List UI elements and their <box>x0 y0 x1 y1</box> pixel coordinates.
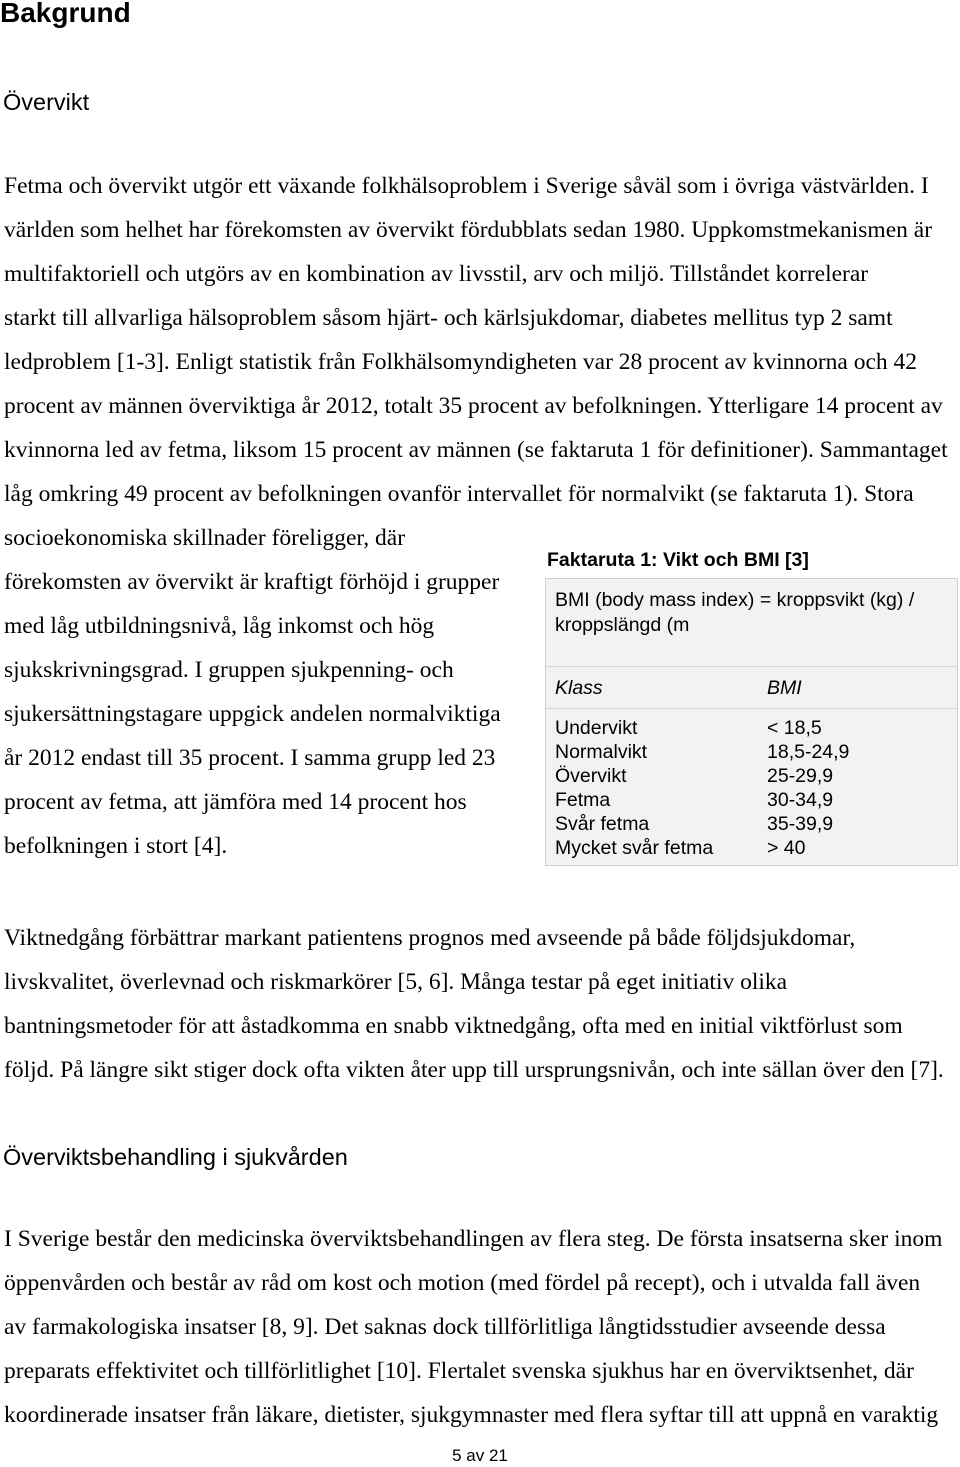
factbox-title: Faktaruta 1: Vikt och BMI [3] <box>547 549 809 571</box>
paragraph-behandling <box>4 1217 942 1437</box>
paragraph-line: preparats effektivitet och tillförlitlighet [10]. Flertalet svenska sjukhus har en överviktsenhet, där <box>4 1358 914 1384</box>
page-number: 5 av 21 <box>452 1446 508 1465</box>
paragraph-line: sjukskrivningsgrad. I gruppen sjukpenning- och <box>4 657 454 683</box>
table-row <box>555 716 957 740</box>
paragraph-line: kvinnorna led av fetma, liksom 15 procent av männen (se faktaruta 1 för definitioner). Sammantaget <box>4 437 948 463</box>
row-class: Fetma <box>555 789 611 811</box>
paragraph-line: multifaktoriell och utgörs av en kombination av livsstil, arv och miljö. Tillståndet korrelerar <box>4 261 869 287</box>
paragraph-line: I Sverige består den medicinska överviktsbehandlingen av flera steg. De första insatserna sker inom <box>4 1226 943 1252</box>
row-bmi: 35-39,9 <box>767 813 834 835</box>
row-bmi: < 18,5 <box>767 717 822 739</box>
formula-line: BMI (body mass index) = kroppsvikt (kg) / <box>555 589 915 611</box>
row-class: Mycket svår fetma <box>555 837 714 859</box>
paragraph-line: socioekonomiska skillnader föreligger, där <box>4 525 406 551</box>
paragraph-line: befolkningen i stort [4]. <box>4 833 228 859</box>
paragraph-line: med låg utbildningsnivå, låg inkomst och hög <box>4 613 435 639</box>
row-class: Normalvikt <box>555 741 648 763</box>
row-class: Undervikt <box>555 717 638 739</box>
section-title-overvikt: Övervikt <box>3 89 90 115</box>
paragraph-line: procent av männen överviktiga år 2012, totalt 35 procent av befolkningen. Ytterligare 14 procent av <box>4 393 943 419</box>
paragraph-line: sjukersättningstagare uppgick andelen normalviktiga <box>4 701 501 727</box>
factbox-table-header <box>546 666 957 708</box>
row-bmi: 30-34,9 <box>767 789 834 811</box>
header-bmi: BMI <box>767 677 802 699</box>
row-bmi: > 40 <box>767 837 806 859</box>
paragraph-line: världen som helhet har förekomsten av övervikt fördubblats sedan 1980. Uppkomstmekanismen är <box>4 217 933 243</box>
section-title-behandling: Överviktsbehandling i sjukvården <box>3 1144 348 1170</box>
page-heading: Bakgrund <box>0 0 131 28</box>
factbox-formula <box>546 579 957 666</box>
table-row <box>555 812 957 836</box>
row-bmi: 18,5-24,9 <box>767 741 850 763</box>
formula-line: kroppslängd (m <box>555 614 690 636</box>
header-class: Klass <box>555 677 603 699</box>
paragraph-line: bantningsmetoder för att åstadkomma en snabb viktnedgång, ofta med en initial viktförlust som <box>4 1013 903 1039</box>
paragraph-line: öppenvården och består av råd om kost och motion (med fördel på recept), och i utvalda fall även <box>4 1270 921 1296</box>
paragraph-viktnedgang <box>4 916 944 1092</box>
row-class: Svår fetma <box>555 813 650 835</box>
paragraph-line: Fetma och övervikt utgör ett växande folkhälsoproblem i Sverige såväl som i övriga västvärlden. I <box>4 173 929 199</box>
table-row <box>555 788 957 812</box>
row-class: Övervikt <box>555 765 627 787</box>
paragraph-line: koordinerade insatser från läkare, dietister, sjukgymnaster med flera syftar till att uppnå en varaktig <box>4 1402 939 1428</box>
paragraph-line: starkt till allvarliga hälsoproblem såsom hjärt- och kärlsjukdomar, diabetes mellitus typ 2 samt <box>4 305 893 331</box>
row-bmi: 25-29,9 <box>767 765 834 787</box>
paragraph-line: ledproblem [1-3]. Enligt statistik från Folkhälsomyndigheten var 28 procent av kvinnorna och 42 <box>4 349 918 375</box>
factbox-table-body <box>546 708 957 865</box>
table-row <box>555 836 957 860</box>
paragraph-line: procent av fetma, att jämföra med 14 procent hos <box>4 789 467 815</box>
paragraph-line: följd. På längre sikt stiger dock ofta vikten åter upp till ursprungsnivån, och inte sällan över den [7]. <box>4 1057 944 1083</box>
paragraph-line: låg omkring 49 procent av befolkningen ovanför intervallet för normalvikt (se faktaruta 1). Stora <box>4 481 914 507</box>
table-row <box>555 764 957 788</box>
paragraph-line: Viktnedgång förbättrar markant patientens prognos med avseende på både följdsjukdomar, <box>4 925 856 951</box>
paragraph-line: år 2012 endast till 35 procent. I samma grupp led 23 <box>4 745 496 771</box>
paragraph-line: förekomsten av övervikt är kraftigt förhöjd i grupper <box>4 569 500 595</box>
paragraph-line: av farmakologiska insatser [8, 9]. Det saknas dock tillförlitliga långtidsstudier avseende dessa <box>4 1314 886 1340</box>
table-row <box>555 740 957 764</box>
factbox <box>545 578 958 866</box>
paragraph-line: livskvalitet, överlevnad och riskmarkörer [5, 6]. Många testar på eget initiativ olika <box>4 969 788 995</box>
